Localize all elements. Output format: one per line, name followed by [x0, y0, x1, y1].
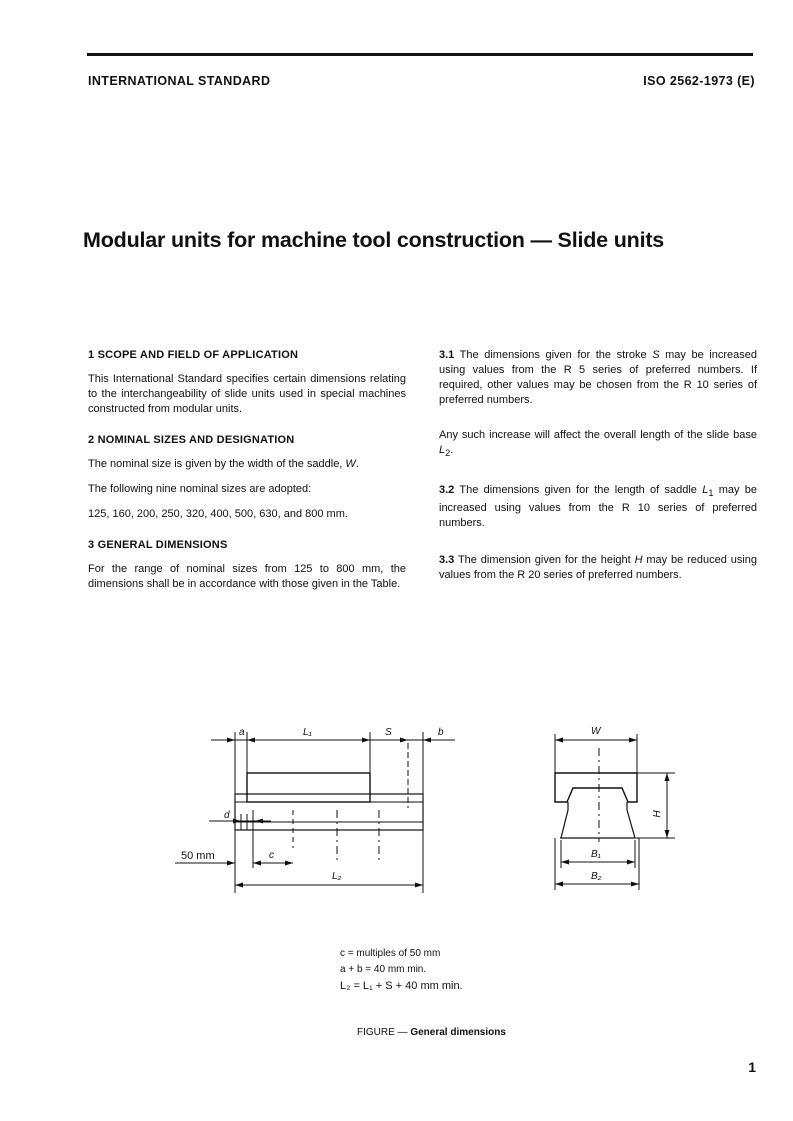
header-standard-label: INTERNATIONAL STANDARD: [88, 74, 271, 88]
right-column: [439, 348, 757, 593]
document-title: Modular units for machine tool construction — Slide units: [83, 228, 665, 252]
section-3-1-continued: [439, 428, 757, 461]
end-view-base: [561, 802, 635, 838]
arrow-l1-left: [247, 738, 255, 743]
arrow-b1-left: [561, 860, 569, 865]
s31-post: may be increased using values from the R 5 series of preferred numbers. If required, other values may be chosen from the R 10 series of preferred numbers.: [439, 349, 758, 406]
caption-title: General dimensions: [410, 1027, 506, 1038]
s31b-var: L: [439, 444, 446, 456]
label-b2: B₂: [591, 871, 602, 882]
s32-pre: The dimensions given for the length of saddle: [454, 484, 703, 497]
s2-p1-var: W: [345, 458, 356, 470]
s33-num: 3.3: [439, 554, 455, 567]
arrow-c-right: [285, 861, 293, 866]
arrow-a-right: [227, 738, 235, 743]
label-s: S: [385, 727, 392, 738]
general-dimensions-figure: [175, 718, 675, 898]
header-standard-number: ISO 2562-1973 (E): [643, 74, 755, 88]
section-3-3: [439, 553, 757, 583]
label-d: d: [224, 810, 230, 821]
arrow-50mm: [227, 861, 235, 866]
s32-post: may be increased using values from the R 10 series of preferred numbers.: [439, 484, 757, 530]
arrow-b2-left: [555, 882, 563, 887]
label-h: H: [650, 810, 661, 818]
saddle-outline: [247, 773, 370, 802]
arrow-l2-left: [235, 883, 243, 888]
section-2-para-3: 125, 160, 200, 250, 320, 400, 500, 630, and 800 mm.: [88, 508, 348, 520]
legend-line-1: c = multiples of 50 mm: [340, 948, 441, 959]
label-b1: B₁: [591, 849, 601, 860]
arrow-d-right: [233, 819, 241, 824]
section-3-heading: 3 GENERAL DIMENSIONS: [88, 539, 228, 551]
section-1-text: This International Standard specifies certain dimensions relating to the interchangeability of slide units used in special machines constructed from modular units.: [88, 373, 406, 415]
section-3-text: For the range of nominal sizes from 125 to 800 mm, the dimensions shall be in accordance with those given in the Table.: [88, 563, 406, 590]
label-l2: L₂: [332, 871, 342, 882]
s33-pre: The dimension given for the height: [454, 554, 635, 567]
arrow-l1-right: [362, 738, 370, 743]
caption-prefix: FIGURE —: [357, 1027, 411, 1038]
left-column: [88, 348, 406, 602]
arrow-l2-right: [415, 883, 423, 888]
slide-base-outline: [235, 794, 423, 830]
label-c: c: [269, 850, 274, 861]
s33-post: may be reduced using values from the R 20 series of preferred numbers.: [439, 554, 757, 582]
section-3-1: [439, 348, 757, 408]
label-a: a: [239, 727, 245, 738]
arrow-h-bottom: [665, 830, 670, 838]
s32-sub: 1: [708, 488, 714, 499]
legend-line-2: a + b = 40 mm min.: [340, 964, 427, 975]
arrow-b-left: [423, 738, 431, 743]
arrow-w-right: [629, 738, 637, 743]
section-1-heading: 1 SCOPE AND FIELD OF APPLICATION: [88, 349, 299, 361]
label-w: W: [591, 726, 601, 737]
s31b-pre: Any such increase will affect the overall length of the slide base: [439, 429, 757, 441]
header-rule: [87, 53, 753, 56]
s31-var: S: [652, 349, 660, 361]
s31-pre: The dimensions given for the stroke: [454, 349, 653, 361]
legend-line-3: L₂ = L₁ + S + 40 mm min.: [340, 980, 463, 992]
s33-var: H: [634, 554, 643, 567]
s2-p1-pre: The nominal size is given by the width of the saddle,: [88, 458, 346, 470]
s31-num: 3.1: [439, 349, 455, 361]
figure-legend: [340, 946, 463, 994]
section-3-2: [439, 483, 757, 531]
s32-num: 3.2: [439, 484, 455, 497]
arrow-b1-right: [627, 860, 635, 865]
arrow-d-left: [255, 819, 263, 824]
label-b: b: [438, 727, 444, 738]
s31b-post: .: [450, 444, 454, 456]
s2-p1-post: .: [355, 458, 359, 470]
arrow-h-top: [665, 773, 670, 781]
s32-var: L: [702, 484, 709, 497]
figure-caption: [357, 1027, 506, 1038]
arrow-s-right: [400, 738, 408, 743]
s31b-sub: 2: [445, 448, 451, 459]
label-50mm: 50 mm: [181, 850, 215, 862]
section-2-heading: 2 NOMINAL SIZES AND DESIGNATION: [88, 434, 295, 446]
section-2-para-2: The following nine nominal sizes are adopted:: [88, 483, 312, 495]
arrow-w-left: [555, 738, 563, 743]
arrow-b2-right: [631, 882, 639, 887]
label-l1: L₁: [303, 727, 312, 738]
section-2-para-1: [88, 457, 406, 472]
page-number: 1: [748, 1059, 756, 1075]
end-view-saddle: [555, 773, 637, 802]
arrow-c-left: [253, 861, 261, 866]
